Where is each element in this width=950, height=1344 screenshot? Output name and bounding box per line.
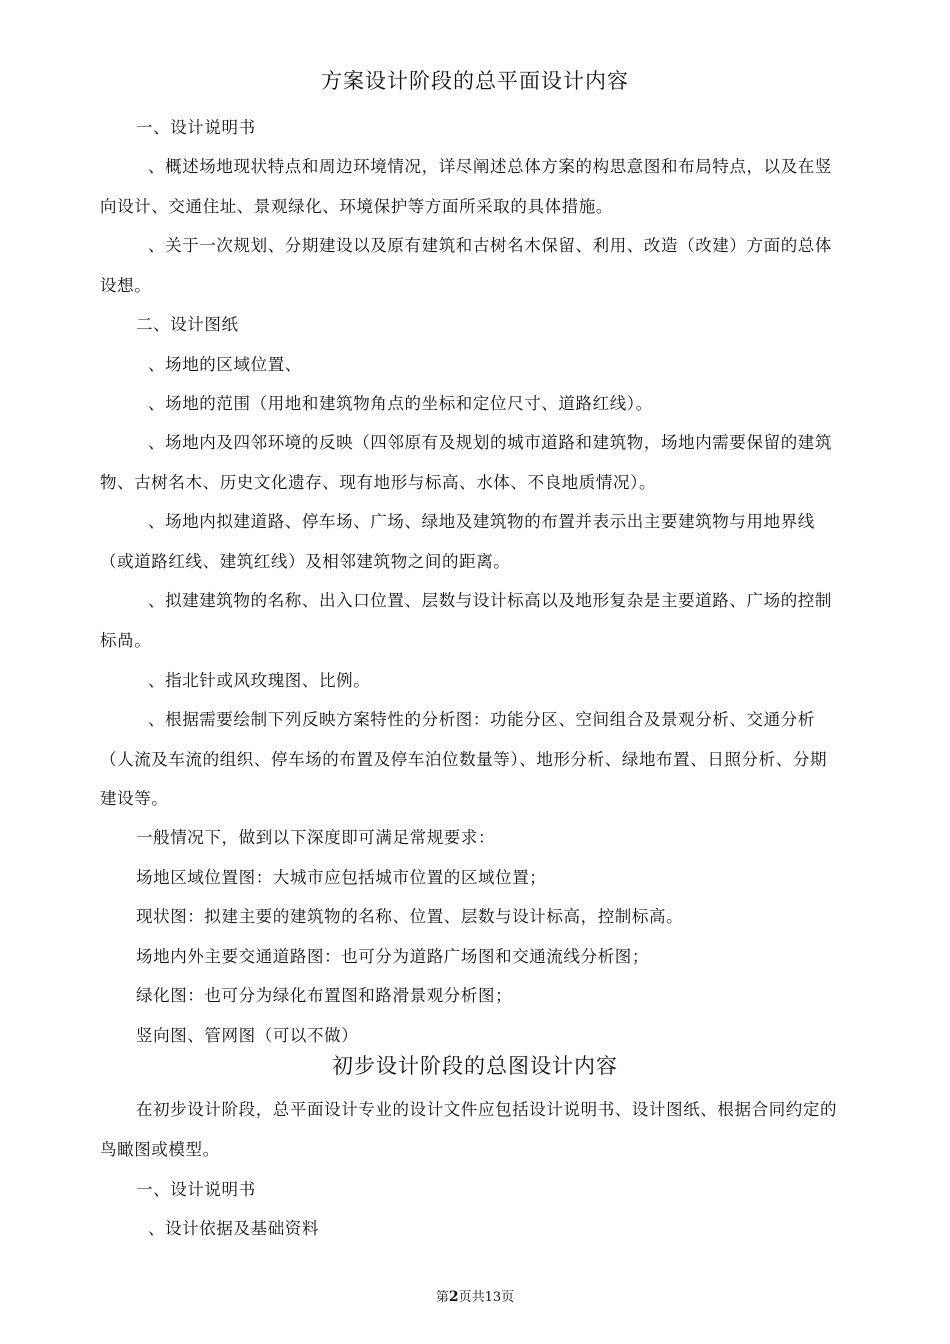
list-item-site-extent: 、场地的范围（用地和建筑物角点的坐标和定位尺寸、道路红线）。 (148, 394, 653, 413)
general-item-greening-map: 绿化图：也可分为绿化布置图和路滑景观分析图； (136, 986, 513, 1005)
list-item-analysis-line1: 、根据需要绘制下列反映方案特性的分析图：功能分区、空间组合及景观分析、交通分析 (148, 710, 815, 729)
heading-design-description: 一、设计说明书 (136, 118, 256, 137)
list-item-design-basis: 、设计依据及基础资料 (148, 1219, 319, 1238)
general-requirements-intro: 一般情况下，做到以下深度即可满足常规要求： (136, 828, 496, 847)
general-item-traffic-map: 场地内外主要交通道路图：也可分为道路广场图和交通流线分析图； (136, 947, 649, 966)
section-title-scheme-design: 方案设计阶段的总平面设计内容 (321, 69, 629, 93)
section-title-preliminary-design: 初步设计阶段的总图设计内容 (332, 1054, 618, 1078)
footer-prefix: 第 (435, 1290, 449, 1305)
paragraph-preliminary-intro-line2: 鸟瞰图或模型。 (100, 1140, 220, 1159)
heading-design-drawings: 二、设计图纸 (136, 315, 239, 334)
list-item-analysis-line3: 建设等。 (100, 789, 169, 808)
list-item-building-names-line2: 标咼。 (100, 631, 152, 650)
general-item-current-map: 现状图：拟建主要的建筑物的名称、位置、层数与设计标高，控制标高。 (136, 907, 684, 926)
list-item-layout-line2: （或道路红线、建筑红线）及相邻建筑物之间的距离。 (100, 552, 511, 571)
general-item-location-map: 场地区域位置图：大城市应包括城市位置的区域位置； (136, 868, 547, 887)
paragraph-phased-planning-line1: 、关于一次规划、分期建设以及原有建筑和古树名木保留、利用、改造（改建）方面的总体 (148, 236, 832, 255)
footer-middle: 页共 (458, 1290, 485, 1305)
page-footer (0, 1288, 950, 1307)
footer-page-number: 2 (448, 1289, 459, 1305)
list-item-surroundings-line2: 物、古树名木、历史文化遗存、现有地形与标高、水体、不良地质情况）。 (100, 473, 657, 492)
list-item-site-location: 、场地的区域位置、 (148, 355, 302, 374)
list-item-north-arrow: 、指北针或风玫瑰图、比例。 (148, 671, 371, 690)
paragraph-site-overview-line1: 、概述场地现状特点和周边环境情况，详尽阐述总体方案的构思意图和布局特点，以及在竖 (148, 157, 832, 176)
list-item-building-names-line1: 、拟建建筑物的名称、出入口位置、层数与设计标高以及地形复杂是主要道路、广场的控制 (148, 591, 832, 610)
general-item-vertical-map: 竖向图、管网图（可以不做） (136, 1026, 359, 1045)
paragraph-site-overview-line2: 向设计、交通住址、景观绿化、环境保护等方面所采取的具体措施。 (100, 197, 613, 216)
list-item-layout-line1: 、场地内拟建道路、停车场、广场、绿地及建筑物的布置并表示出主要建筑物与用地界线 (148, 512, 815, 531)
paragraph-preliminary-intro-line1: 在初步设计阶段，总平面设计专业的设计文件应包括设计说明书、设计图纸、根据合同约定的 (136, 1100, 838, 1119)
footer-total-pages: 13 (484, 1290, 502, 1305)
footer-suffix: 页 (501, 1290, 515, 1305)
heading-design-description-2: 一、设计说明书 (136, 1180, 256, 1199)
list-item-analysis-line2: （人流及车流的组织、停车场的布置及停车泊位数量等）、地形分析、绿地布置、日照分析、分期 (100, 750, 828, 769)
list-item-surroundings-line1: 、场地内及四邻环境的反映（四邻原有及规划的城市道路和建筑物，场地内需要保留的建筑 (148, 433, 832, 452)
paragraph-phased-planning-line2: 设想。 (100, 276, 152, 295)
